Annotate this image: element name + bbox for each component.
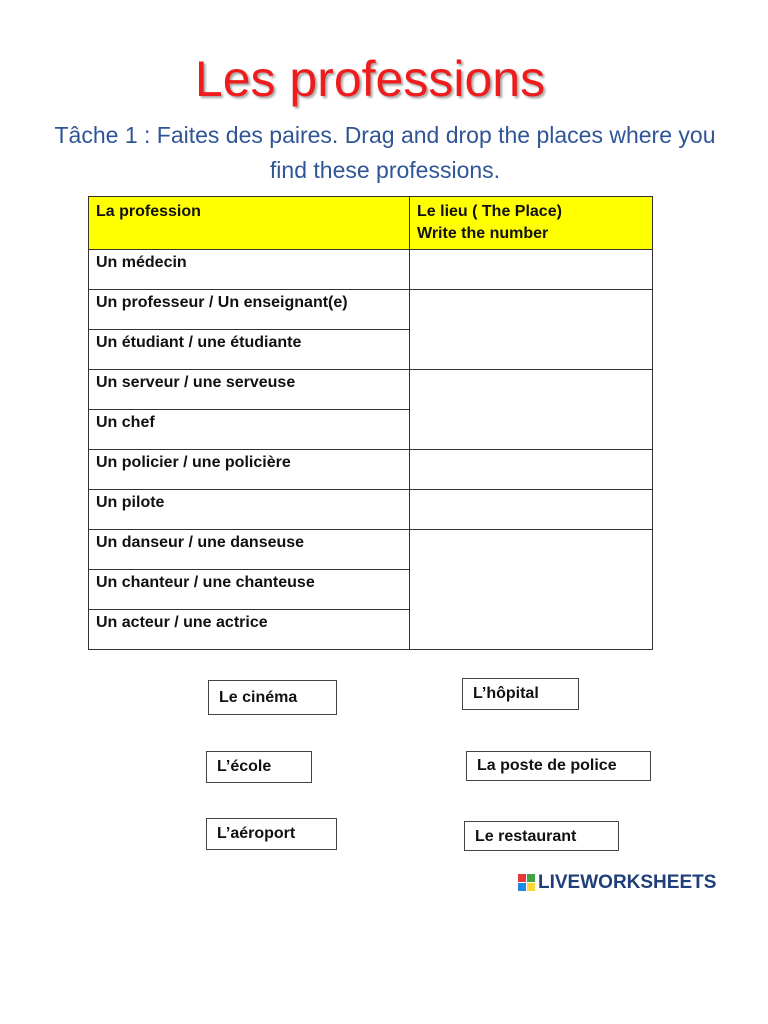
- drop-zone-6[interactable]: [410, 530, 653, 650]
- table-row: [89, 450, 653, 490]
- profession-cell: Un serveur / une serveuse: [89, 370, 410, 410]
- header-place-line2: Write the number: [417, 225, 549, 242]
- profession-cell: Un médecin: [89, 250, 410, 290]
- header-place-line1: Le lieu ( The Place): [417, 203, 562, 220]
- profession-cell: Un danseur / une danseuse: [89, 530, 410, 570]
- liveworksheets-logo-icon: [518, 874, 536, 892]
- table-row: [89, 290, 653, 330]
- profession-cell: Un acteur / une actrice: [89, 610, 410, 650]
- page-title: Les professions: [194, 51, 546, 107]
- drop-zone-1[interactable]: [410, 250, 653, 290]
- header-profession: La profession: [89, 197, 410, 250]
- draggable-place-police-station[interactable]: La poste de police: [466, 751, 651, 781]
- profession-cell: Un policier / une policière: [89, 450, 410, 490]
- drop-zone-4[interactable]: [410, 450, 653, 490]
- professions-table: [88, 196, 653, 650]
- drop-zone-5[interactable]: [410, 490, 653, 530]
- logo-text: LIVEWORKSHEETS: [538, 872, 717, 893]
- draggable-place-cinema[interactable]: Le cinéma: [208, 680, 337, 715]
- task-instructions: Tâche 1 : Faites des paires. Drag and drop the places where you find these professions.: [54, 122, 716, 183]
- table-row: [89, 530, 653, 570]
- draggable-place-restaurant[interactable]: Le restaurant: [464, 821, 619, 851]
- profession-cell: Un chef: [89, 410, 410, 450]
- liveworksheets-logo: [518, 872, 716, 894]
- profession-cell: Un pilote: [89, 490, 410, 530]
- draggable-place-hospital[interactable]: L’hôpital: [462, 678, 579, 710]
- profession-cell: Un professeur / Un enseignant(e): [89, 290, 410, 330]
- profession-cell: Un chanteur / une chanteuse: [89, 570, 410, 610]
- drop-zone-3[interactable]: [410, 370, 653, 450]
- table-row: [89, 250, 653, 290]
- table-row: [89, 370, 653, 410]
- header-place: [410, 197, 653, 250]
- table-row: [89, 490, 653, 530]
- profession-cell: Un étudiant / une étudiante: [89, 330, 410, 370]
- table-header-row: [89, 197, 653, 250]
- draggable-place-airport[interactable]: L’aéroport: [206, 818, 337, 850]
- drop-zone-2[interactable]: [410, 290, 653, 370]
- draggable-place-school[interactable]: L’école: [206, 751, 312, 783]
